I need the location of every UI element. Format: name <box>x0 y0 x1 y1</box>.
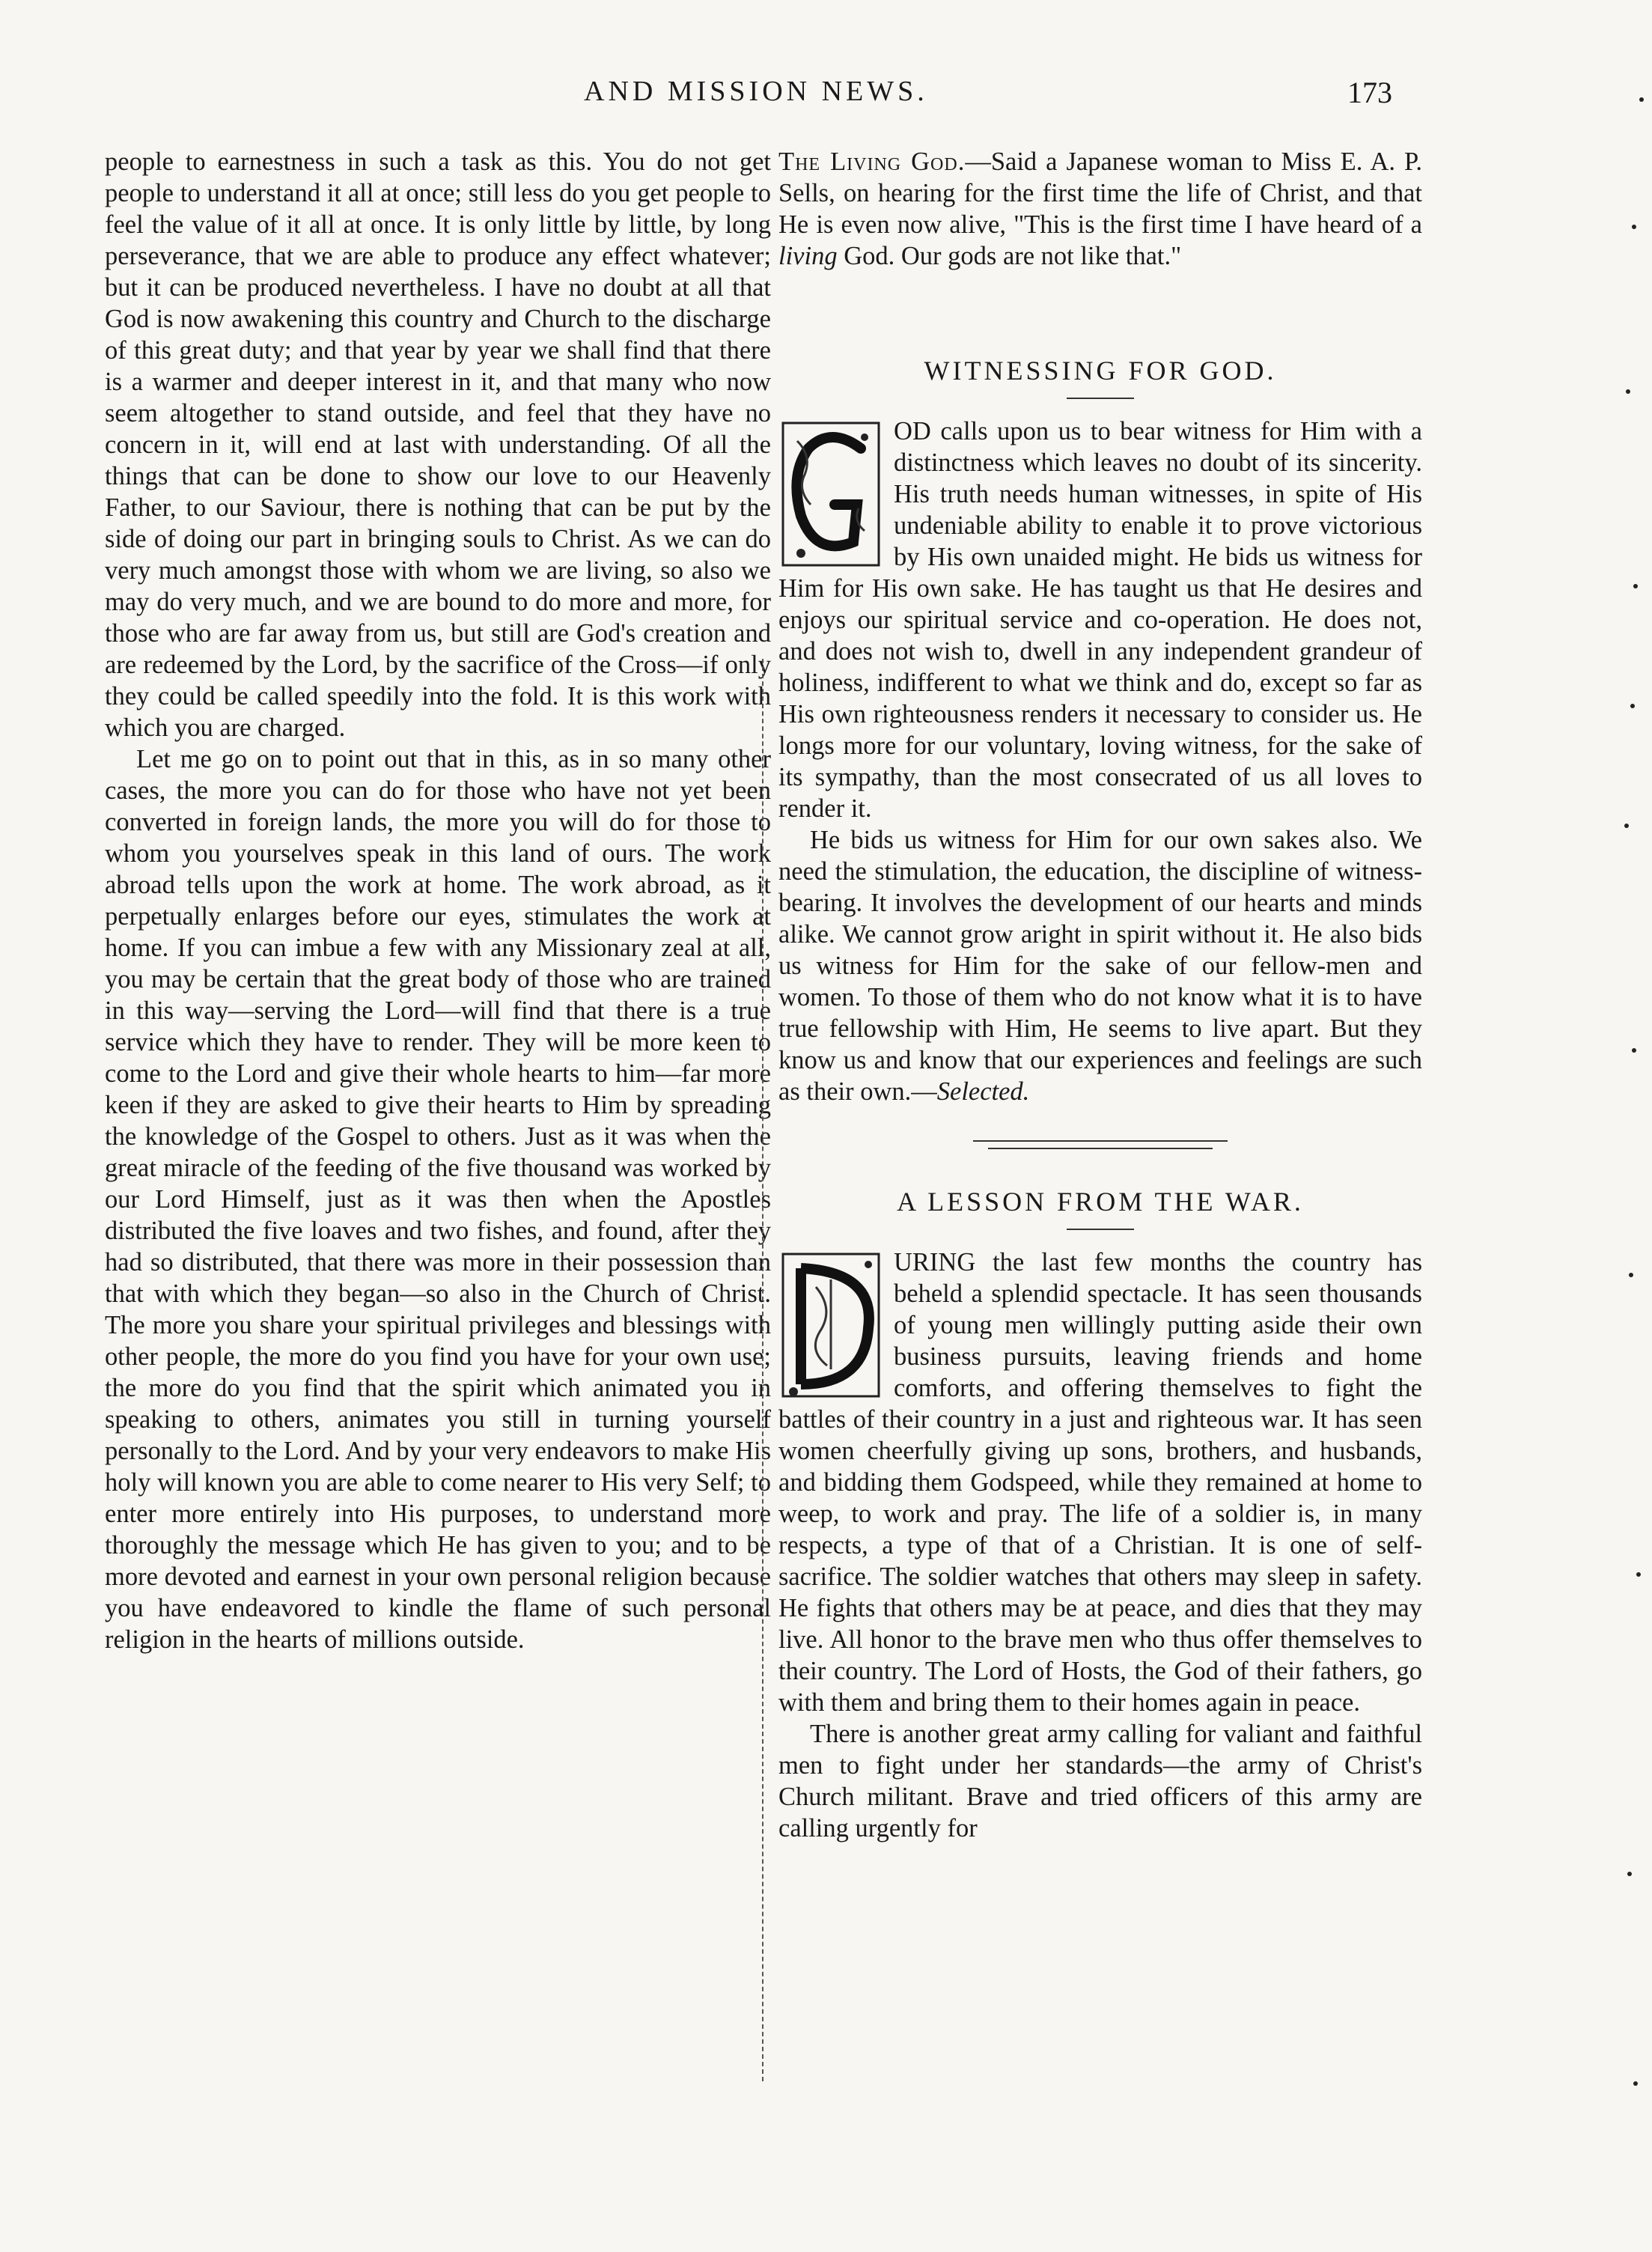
paragraph <box>778 1247 1422 1718</box>
ornamental-initial-d-icon <box>778 1250 883 1403</box>
title-rule <box>1067 1229 1134 1230</box>
section-text: URING the last few months the country has beheld a splendid spectacle. It has seen thousands of young men willingly putting aside their own business pursuits, leaving friends and home comforts, and offering themselves to fight the battles of their country in a just and righteous war. It has seen women cheerfully giving up sons, brothers, and husbands, and bidding them Godspeed, while they remained at home to weep, to work and pray. The life of a soldier is, in many respects, a type of that of a Christian. It is one of self-sacrifice. The soldier watches that others may sleep in safety. He fights that others may be at peace, and dies that they may live. All honor to the brave men who thus offer themselves to their country. The Lord of Hosts, the God of their fathers, go with them and bring them to their homes again in peace. <box>778 1248 1422 1717</box>
ornamental-initial-g-icon <box>778 419 883 572</box>
section-title: WITNESSING FOR GOD. <box>924 356 1277 386</box>
attribution: Selected. <box>936 1077 1030 1106</box>
lesson-section <box>778 1185 1422 1844</box>
right-column <box>778 146 1422 1844</box>
paragraph: There is another great army calling for valiant and faithful men to fight under her standards—the army of Christ's Church militant. Brave and tried officers of this army are calling urgently for <box>778 1720 1422 1842</box>
note-text-after: God. Our gods are not like that." <box>837 242 1182 270</box>
page-header <box>0 75 1652 120</box>
note-text-before: —Said a Japanese woman to Miss E. A. P. Sells, on hearing for the first time the life of Christ, and that He is even now alive, "This is the first time I have heard of a <box>778 147 1422 239</box>
section-title: A LESSON FROM THE WAR. <box>897 1187 1304 1217</box>
paragraph <box>778 824 1422 1107</box>
column-divider <box>762 659 763 2081</box>
note-emphasis: living <box>778 242 838 270</box>
paragraph: Let me go on to point out that in this, as in so many other cases, the more you can do for those who have not yet been converted in foreign lands, the more you will do for those to whom you yourselves speak in this land of ours. The work abroad tells upon the work at home. The work abroad, as it perpetually enlarges before our eyes, stimulates the work at home. If you can imbue a few with any Missionary zeal at all, you may be certain that the great body of those who are trained in this way—serving the Lord—will find that there is a true service which they have to render. They will be more keen to come to the Lord and give their whole hearts to him—far more keen if they are asked to give their hearts to Him by spreading the knowledge of the Gospel to others. Just as it was when the great miracle of the feeding of the five thousand was worked by our Lord Himself, just as it was then when the Apostles distributed the five loaves and two fishes, and found, after they had so distributed, that there was more in their possession than that with which they began—so also in the Church of Christ. The more you share your spiritual privileges and blessings with other people, the more do you find you have for your own use; the more do you find that the spirit which animated you in speaking to others, animates you still in turning yourself personally to the Lord. And by your very endeavors to make His holy will known you are able to come nearer to His very Self; to enter more entirely into His purposes, to understand more thoroughly the message which He has given to you; and to be more devoted and earnest in your own personal religion because you have endeavored to kindle the flame of such personal religion in the hearts of millions outside. <box>105 745 771 1654</box>
note-lead: The Living God. <box>778 147 966 176</box>
section-text: OD calls upon us to bear witness for Him with a distinctness which leaves no doubt of its sincerity. His truth needs human witnesses, in spite of His undeniable ability to enable it to prove victorious by His own unaided might. He bids us witness for Him for His own sake. He has taught us that He desires and enjoys our spiritual service and co-operation. He does not, and does not wish to, dwell in any independent grandeur of holiness, indifferent to what we think and do, except so far as His own righteousness renders it necessary to consider us. He longs more for our voluntary, loving witness, for the sake of its sympathy, than the most consecrated of us all loves to render it. <box>778 417 1422 823</box>
left-column <box>105 146 771 1655</box>
witnessing-section <box>778 354 1422 1107</box>
section-text: He bids us witness for Him for our own sakes also. We need the stimulation, the education, the discipline of witness-bearing. It involves the development of our hearts and minds alike. We cannot grow aright in spirit without it. He also bids us witness for Him for the sake of our fellow-men and women. To those of them who do not know what it is to have true fellowship with Him, He seems to live apart. But they know us and know that our experiences and feelings are such as their own.— <box>778 826 1422 1106</box>
section-separator <box>973 1140 1228 1142</box>
page-number: 173 <box>1347 76 1392 109</box>
living-god-note <box>778 146 1422 272</box>
running-head: AND MISSION NEWS. <box>584 76 928 107</box>
title-rule <box>1067 398 1134 399</box>
paragraph: people to earnestness in such a task as this. You do not get people to understand it all at once; still less do you get people to feel the value of it all at once. It is only little by little, by long perseverance, that we are able to produce any effect whatever; but it can be produced nevertheless. I have no doubt at all that God is now awakening this country and Church to the discharge of this great duty; and that year by year we shall find that there is a warmer and deeper interest in it, and that many who now seem altogether to stand outside, and feel that they have no concern in it, will end at last with understanding. Of all the things that can be done to show our love to our Heavenly Father, to our Saviour, there is nothing that can be put by the side of doing our part in bringing souls to Christ. As we can do very much amongst those with whom we are living, so also we may do very much, and we are bound to do more and more, for those who are far away from us, but still are God's creation and are redeemed by the Lord, by the sacrifice of the Cross—if only they could be called speedily into the fold. It is this work with which you are charged. <box>105 147 771 742</box>
paragraph <box>778 416 1422 824</box>
